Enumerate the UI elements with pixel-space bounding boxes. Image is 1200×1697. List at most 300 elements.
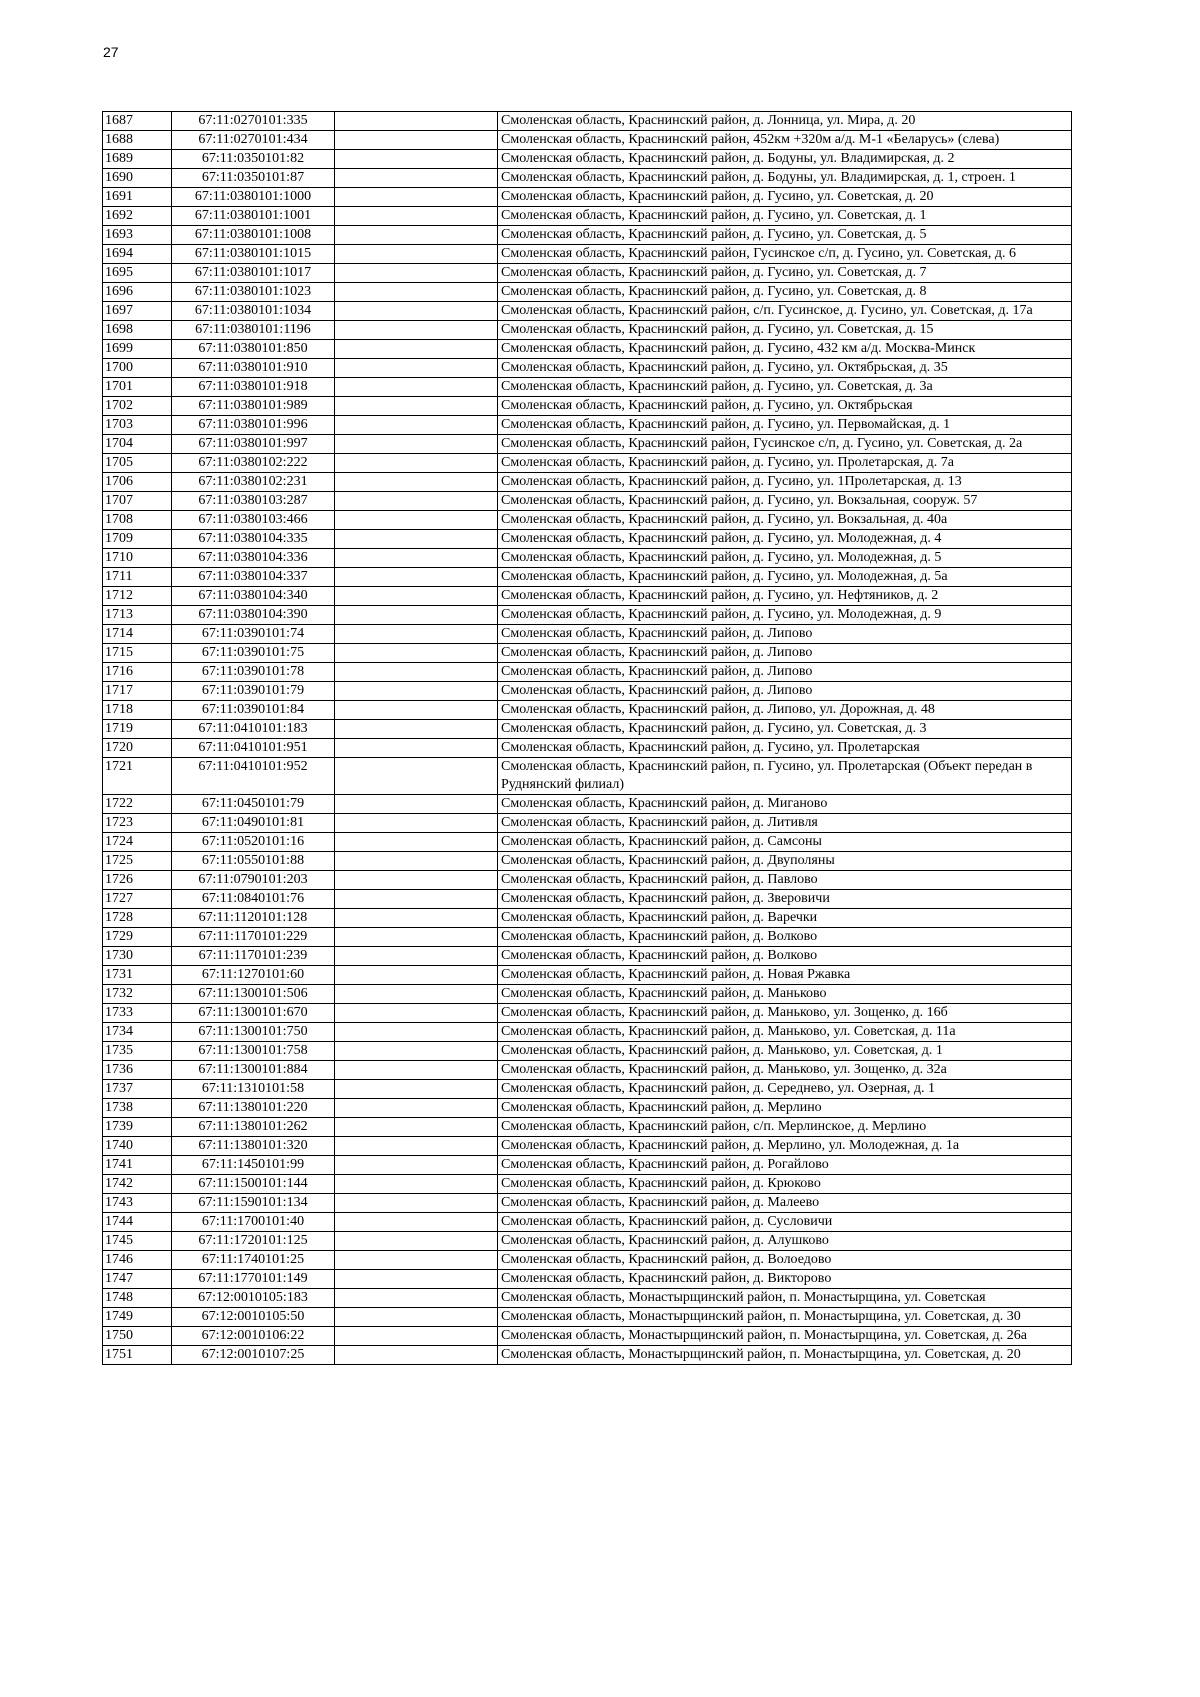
table-row <box>103 947 1072 966</box>
empty-cell <box>335 739 498 758</box>
empty-cell <box>335 1232 498 1251</box>
empty-cell <box>335 1289 498 1308</box>
row-number: 1692 <box>103 207 172 226</box>
cadastral-number: 67:12:0010105:183 <box>172 1289 335 1308</box>
address: Смоленская область, Краснинский район, д. Маньково, ул. Советская, д. 1 <box>498 1042 1072 1061</box>
table-row <box>103 606 1072 625</box>
address: Смоленская область, Краснинский район, п. Гусино, ул. Пролетарская (Объект передан в Руднянский филиал) <box>498 758 1072 795</box>
cadastral-number: 67:11:0390101:74 <box>172 625 335 644</box>
row-number: 1727 <box>103 890 172 909</box>
row-number: 1740 <box>103 1137 172 1156</box>
address: Смоленская область, Краснинский район, д. Маньково, ул. Зощенко, д. 16б <box>498 1004 1072 1023</box>
empty-cell <box>335 226 498 245</box>
cadastral-number: 67:11:0380101:850 <box>172 340 335 359</box>
row-number: 1735 <box>103 1042 172 1061</box>
address: Смоленская область, Краснинский район, д. Варечки <box>498 909 1072 928</box>
address: Смоленская область, Краснинский район, д. Гусино, ул. Советская, д. 8 <box>498 283 1072 302</box>
table-row <box>103 852 1072 871</box>
table-row <box>103 1270 1072 1289</box>
row-number: 1741 <box>103 1156 172 1175</box>
address: Смоленская область, Краснинский район, д. Гусино, ул. Молодежная, д. 5 <box>498 549 1072 568</box>
table-row <box>103 169 1072 188</box>
cadastral-number: 67:11:0380104:337 <box>172 568 335 587</box>
address: Смоленская область, Краснинский район, д. Гусино, ул. Пролетарская, д. 7а <box>498 454 1072 473</box>
empty-cell <box>335 473 498 492</box>
table-row <box>103 814 1072 833</box>
cadastral-number: 67:11:0550101:88 <box>172 852 335 871</box>
table-row <box>103 264 1072 283</box>
empty-cell <box>335 169 498 188</box>
table-row <box>103 1023 1072 1042</box>
cadastral-number: 67:11:0520101:16 <box>172 833 335 852</box>
empty-cell <box>335 1270 498 1289</box>
empty-cell <box>335 549 498 568</box>
table-row <box>103 1346 1072 1365</box>
address: Смоленская область, Краснинский район, д. Малеево <box>498 1194 1072 1213</box>
address: Смоленская область, Монастырщинский район, п. Монастырщина, ул. Советская, д. 30 <box>498 1308 1072 1327</box>
empty-cell <box>335 378 498 397</box>
row-number: 1715 <box>103 644 172 663</box>
address: Смоленская область, Краснинский район, д. Самсоны <box>498 833 1072 852</box>
empty-cell <box>335 682 498 701</box>
cadastral-number: 67:11:0380104:390 <box>172 606 335 625</box>
table-row <box>103 966 1072 985</box>
property-register-table <box>102 111 1072 1365</box>
address: Смоленская область, Краснинский район, д. Гусино, ул. Советская, д. 15 <box>498 321 1072 340</box>
empty-cell <box>335 909 498 928</box>
row-number: 1750 <box>103 1327 172 1346</box>
address: Смоленская область, Краснинский район, д. Гусино, ул. 1Пролетарская, д. 13 <box>498 473 1072 492</box>
address: Смоленская область, Краснинский район, д. Липово <box>498 663 1072 682</box>
address: Смоленская область, Краснинский район, 452км +320м а/д. М-1 «Беларусь» (слева) <box>498 131 1072 150</box>
empty-cell <box>335 359 498 378</box>
cadastral-number: 67:11:0390101:75 <box>172 644 335 663</box>
empty-cell <box>335 1099 498 1118</box>
table-row <box>103 321 1072 340</box>
empty-cell <box>335 131 498 150</box>
cadastral-number: 67:11:0380104:340 <box>172 587 335 606</box>
row-number: 1689 <box>103 150 172 169</box>
address: Смоленская область, Краснинский район, д. Литивля <box>498 814 1072 833</box>
row-number: 1694 <box>103 245 172 264</box>
row-number: 1719 <box>103 720 172 739</box>
address: Смоленская область, Монастырщинский район, п. Монастырщина, ул. Советская <box>498 1289 1072 1308</box>
table-row <box>103 1213 1072 1232</box>
row-number: 1706 <box>103 473 172 492</box>
row-number: 1734 <box>103 1023 172 1042</box>
row-number: 1714 <box>103 625 172 644</box>
empty-cell <box>335 758 498 795</box>
row-number: 1702 <box>103 397 172 416</box>
address: Смоленская область, Краснинский район, д. Павлово <box>498 871 1072 890</box>
table-row <box>103 1004 1072 1023</box>
table-row <box>103 302 1072 321</box>
row-number: 1698 <box>103 321 172 340</box>
table-row <box>103 1042 1072 1061</box>
address: Смоленская область, Краснинский район, д. Рогайлово <box>498 1156 1072 1175</box>
empty-cell <box>335 606 498 625</box>
cadastral-number: 67:11:0350101:87 <box>172 169 335 188</box>
cadastral-number: 67:12:0010106:22 <box>172 1327 335 1346</box>
address: Смоленская область, Краснинский район, д. Середнево, ул. Озерная, д. 1 <box>498 1080 1072 1099</box>
address: Смоленская область, Краснинский район, д. Липово <box>498 682 1072 701</box>
table-row <box>103 644 1072 663</box>
table-row <box>103 150 1072 169</box>
row-number: 1701 <box>103 378 172 397</box>
empty-cell <box>335 833 498 852</box>
cadastral-number: 67:11:1380101:262 <box>172 1118 335 1137</box>
table-row <box>103 1251 1072 1270</box>
cadastral-number: 67:11:1270101:60 <box>172 966 335 985</box>
table-row <box>103 549 1072 568</box>
row-number: 1748 <box>103 1289 172 1308</box>
empty-cell <box>335 985 498 1004</box>
empty-cell <box>335 625 498 644</box>
cadastral-number: 67:11:0380101:1034 <box>172 302 335 321</box>
table-row <box>103 682 1072 701</box>
table-row <box>103 378 1072 397</box>
empty-cell <box>335 397 498 416</box>
empty-cell <box>335 1194 498 1213</box>
row-number: 1717 <box>103 682 172 701</box>
empty-cell <box>335 511 498 530</box>
table-row <box>103 871 1072 890</box>
address: Смоленская область, Краснинский район, д. Маньково <box>498 985 1072 1004</box>
cadastral-number: 67:11:1300101:750 <box>172 1023 335 1042</box>
address: Смоленская область, Краснинский район, д. Липово <box>498 644 1072 663</box>
empty-cell <box>335 1061 498 1080</box>
row-number: 1716 <box>103 663 172 682</box>
table-row <box>103 1118 1072 1137</box>
empty-cell <box>335 1137 498 1156</box>
table-row <box>103 245 1072 264</box>
cadastral-number: 67:11:0390101:84 <box>172 701 335 720</box>
cadastral-number: 67:11:0490101:81 <box>172 814 335 833</box>
empty-cell <box>335 321 498 340</box>
table-row <box>103 435 1072 454</box>
empty-cell <box>335 1251 498 1270</box>
empty-cell <box>335 568 498 587</box>
address: Смоленская область, Краснинский район, д. Гусино, ул. Советская, д. 7 <box>498 264 1072 283</box>
cadastral-number: 67:11:0390101:78 <box>172 663 335 682</box>
cadastral-number: 67:11:1300101:506 <box>172 985 335 1004</box>
cadastral-number: 67:11:0450101:79 <box>172 795 335 814</box>
address: Смоленская область, Краснинский район, д. Зверовичи <box>498 890 1072 909</box>
cadastral-number: 67:11:0380101:997 <box>172 435 335 454</box>
table-row <box>103 416 1072 435</box>
table-row <box>103 568 1072 587</box>
table-row <box>103 587 1072 606</box>
table-row <box>103 1232 1072 1251</box>
empty-cell <box>335 264 498 283</box>
cadastral-number: 67:11:0380101:1001 <box>172 207 335 226</box>
address: Смоленская область, Краснинский район, Гусинское с/п, д. Гусино, ул. Советская, д. 2а <box>498 435 1072 454</box>
cadastral-number: 67:11:1300101:758 <box>172 1042 335 1061</box>
address: Смоленская область, Краснинский район, д. Крюково <box>498 1175 1072 1194</box>
empty-cell <box>335 207 498 226</box>
table-row <box>103 625 1072 644</box>
empty-cell <box>335 644 498 663</box>
row-number: 1731 <box>103 966 172 985</box>
empty-cell <box>335 340 498 359</box>
cadastral-number: 67:11:1770101:149 <box>172 1270 335 1289</box>
empty-cell <box>335 1042 498 1061</box>
empty-cell <box>335 302 498 321</box>
cadastral-number: 67:11:1500101:144 <box>172 1175 335 1194</box>
address: Смоленская область, Краснинский район, д. Лонница, ул. Мира, д. 20 <box>498 112 1072 131</box>
row-number: 1747 <box>103 1270 172 1289</box>
row-number: 1749 <box>103 1308 172 1327</box>
cadastral-number: 67:11:0390101:79 <box>172 682 335 701</box>
address: Смоленская область, Монастырщинский район, п. Монастырщина, ул. Советская, д. 20 <box>498 1346 1072 1365</box>
address: Смоленская область, Краснинский район, д. Гусино, ул. Молодежная, д. 9 <box>498 606 1072 625</box>
address: Смоленская область, Краснинский район, д. Сусловичи <box>498 1213 1072 1232</box>
address: Смоленская область, Краснинский район, с/п. Мерлинское, д. Мерлино <box>498 1118 1072 1137</box>
cadastral-number: 67:11:0380103:287 <box>172 492 335 511</box>
row-number: 1711 <box>103 568 172 587</box>
row-number: 1729 <box>103 928 172 947</box>
table-row <box>103 795 1072 814</box>
row-number: 1718 <box>103 701 172 720</box>
cadastral-number: 67:11:0380101:1000 <box>172 188 335 207</box>
address: Смоленская область, Краснинский район, д. Миганово <box>498 795 1072 814</box>
cadastral-number: 67:11:0380103:466 <box>172 511 335 530</box>
cadastral-number: 67:11:1120101:128 <box>172 909 335 928</box>
table-row <box>103 530 1072 549</box>
empty-cell <box>335 1213 498 1232</box>
address: Смоленская область, Краснинский район, д. Гусино, ул. Пролетарская <box>498 739 1072 758</box>
address: Смоленская область, Краснинский район, д. Липово, ул. Дорожная, д. 48 <box>498 701 1072 720</box>
row-number: 1725 <box>103 852 172 871</box>
row-number: 1713 <box>103 606 172 625</box>
empty-cell <box>335 1175 498 1194</box>
row-number: 1707 <box>103 492 172 511</box>
address: Смоленская область, Краснинский район, д. Гусино, ул. Первомайская, д. 1 <box>498 416 1072 435</box>
row-number: 1687 <box>103 112 172 131</box>
table-row <box>103 188 1072 207</box>
table-row <box>103 1061 1072 1080</box>
empty-cell <box>335 416 498 435</box>
row-number: 1708 <box>103 511 172 530</box>
address: Смоленская область, Краснинский район, Гусинское с/п, д. Гусино, ул. Советская, д. 6 <box>498 245 1072 264</box>
row-number: 1690 <box>103 169 172 188</box>
address: Смоленская область, Краснинский район, д. Мерлино, ул. Молодежная, д. 1а <box>498 1137 1072 1156</box>
address: Смоленская область, Краснинский район, д. Волоедово <box>498 1251 1072 1270</box>
cadastral-number: 67:11:1590101:134 <box>172 1194 335 1213</box>
address: Смоленская область, Монастырщинский район, п. Монастырщина, ул. Советская, д. 26а <box>498 1327 1072 1346</box>
row-number: 1730 <box>103 947 172 966</box>
empty-cell <box>335 947 498 966</box>
address: Смоленская область, Краснинский район, д. Липово <box>498 625 1072 644</box>
table-row <box>103 985 1072 1004</box>
address: Смоленская область, Краснинский район, д. Гусино, ул. Советская, д. 20 <box>498 188 1072 207</box>
table-row <box>103 701 1072 720</box>
row-number: 1704 <box>103 435 172 454</box>
address: Смоленская область, Краснинский район, д. Гусино, ул. Советская, д. 3 <box>498 720 1072 739</box>
cadastral-number: 67:11:0380101:996 <box>172 416 335 435</box>
table-row <box>103 1137 1072 1156</box>
register-body <box>103 112 1072 1365</box>
cadastral-number: 67:11:0380104:336 <box>172 549 335 568</box>
cadastral-number: 67:11:1450101:99 <box>172 1156 335 1175</box>
address: Смоленская область, Краснинский район, д. Двуполяны <box>498 852 1072 871</box>
row-number: 1733 <box>103 1004 172 1023</box>
cadastral-number: 67:11:0380102:231 <box>172 473 335 492</box>
empty-cell <box>335 663 498 682</box>
address: Смоленская область, Краснинский район, д. Гусино, 432 км а/д. Москва-Минск <box>498 340 1072 359</box>
table-row <box>103 397 1072 416</box>
cadastral-number: 67:11:1300101:884 <box>172 1061 335 1080</box>
empty-cell <box>335 814 498 833</box>
cadastral-number: 67:11:0380104:335 <box>172 530 335 549</box>
cadastral-number: 67:11:1300101:670 <box>172 1004 335 1023</box>
address: Смоленская область, Краснинский район, д. Маньково, ул. Зощенко, д. 32а <box>498 1061 1072 1080</box>
row-number: 1726 <box>103 871 172 890</box>
cadastral-number: 67:11:1740101:25 <box>172 1251 335 1270</box>
empty-cell <box>335 454 498 473</box>
row-number: 1695 <box>103 264 172 283</box>
table-row <box>103 1289 1072 1308</box>
cadastral-number: 67:11:1700101:40 <box>172 1213 335 1232</box>
table-row <box>103 226 1072 245</box>
cadastral-number: 67:11:0380101:1015 <box>172 245 335 264</box>
address: Смоленская область, Краснинский район, д. Новая Ржавка <box>498 966 1072 985</box>
table-row <box>103 1327 1072 1346</box>
empty-cell <box>335 928 498 947</box>
table-row <box>103 1099 1072 1118</box>
row-number: 1744 <box>103 1213 172 1232</box>
cadastral-number: 67:11:0380101:910 <box>172 359 335 378</box>
table-row <box>103 492 1072 511</box>
row-number: 1721 <box>103 758 172 795</box>
table-row <box>103 928 1072 947</box>
row-number: 1728 <box>103 909 172 928</box>
page-number: 27 <box>103 44 119 60</box>
cadastral-number: 67:11:1380101:320 <box>172 1137 335 1156</box>
table-row <box>103 511 1072 530</box>
cadastral-number: 67:11:0790101:203 <box>172 871 335 890</box>
row-number: 1699 <box>103 340 172 359</box>
empty-cell <box>335 435 498 454</box>
cadastral-number: 67:12:0010107:25 <box>172 1346 335 1365</box>
cadastral-number: 67:11:1310101:58 <box>172 1080 335 1099</box>
table-row <box>103 1175 1072 1194</box>
row-number: 1751 <box>103 1346 172 1365</box>
cadastral-number: 67:11:0410101:952 <box>172 758 335 795</box>
row-number: 1720 <box>103 739 172 758</box>
address: Смоленская область, Краснинский район, д. Бодуны, ул. Владимирская, д. 2 <box>498 150 1072 169</box>
cadastral-number: 67:11:0380101:1196 <box>172 321 335 340</box>
row-number: 1743 <box>103 1194 172 1213</box>
address: Смоленская область, Краснинский район, д. Бодуны, ул. Владимирская, д. 1, строен. 1 <box>498 169 1072 188</box>
cadastral-number: 67:11:0410101:183 <box>172 720 335 739</box>
address: Смоленская область, Краснинский район, д. Гусино, ул. Октябрьская, д. 35 <box>498 359 1072 378</box>
row-number: 1709 <box>103 530 172 549</box>
address: Смоленская область, Краснинский район, д. Маньково, ул. Советская, д. 11а <box>498 1023 1072 1042</box>
empty-cell <box>335 1156 498 1175</box>
address: Смоленская область, Краснинский район, д. Гусино, ул. Молодежная, д. 4 <box>498 530 1072 549</box>
address: Смоленская область, Краснинский район, д. Гусино, ул. Советская, д. 5 <box>498 226 1072 245</box>
row-number: 1732 <box>103 985 172 1004</box>
address: Смоленская область, Краснинский район, д. Гусино, ул. Вокзальная, д. 40а <box>498 511 1072 530</box>
row-number: 1693 <box>103 226 172 245</box>
row-number: 1742 <box>103 1175 172 1194</box>
row-number: 1700 <box>103 359 172 378</box>
cadastral-number: 67:11:0380102:222 <box>172 454 335 473</box>
table-row <box>103 720 1072 739</box>
row-number: 1737 <box>103 1080 172 1099</box>
cadastral-number: 67:12:0010105:50 <box>172 1308 335 1327</box>
row-number: 1724 <box>103 833 172 852</box>
address: Смоленская область, Краснинский район, д. Гусино, ул. Советская, д. 1 <box>498 207 1072 226</box>
table-row <box>103 112 1072 131</box>
row-number: 1723 <box>103 814 172 833</box>
row-number: 1736 <box>103 1061 172 1080</box>
table-row <box>103 909 1072 928</box>
table-row <box>103 207 1072 226</box>
address: Смоленская область, Краснинский район, д. Гусино, ул. Молодежная, д. 5а <box>498 568 1072 587</box>
address: Смоленская область, Краснинский район, д. Викторово <box>498 1270 1072 1289</box>
table-row <box>103 1080 1072 1099</box>
empty-cell <box>335 1004 498 1023</box>
address: Смоленская область, Краснинский район, д. Гусино, ул. Октябрьская <box>498 397 1072 416</box>
cadastral-number: 67:11:0840101:76 <box>172 890 335 909</box>
empty-cell <box>335 112 498 131</box>
empty-cell <box>335 1346 498 1365</box>
table-row <box>103 473 1072 492</box>
row-number: 1697 <box>103 302 172 321</box>
row-number: 1712 <box>103 587 172 606</box>
empty-cell <box>335 1327 498 1346</box>
empty-cell <box>335 701 498 720</box>
cadastral-number: 67:11:0350101:82 <box>172 150 335 169</box>
row-number: 1688 <box>103 131 172 150</box>
empty-cell <box>335 188 498 207</box>
row-number: 1745 <box>103 1232 172 1251</box>
table-row <box>103 1156 1072 1175</box>
empty-cell <box>335 852 498 871</box>
table-row <box>103 1308 1072 1327</box>
address: Смоленская область, Краснинский район, д. Гусино, ул. Вокзальная, сооруж. 57 <box>498 492 1072 511</box>
row-number: 1691 <box>103 188 172 207</box>
empty-cell <box>335 795 498 814</box>
cadastral-number: 67:11:0410101:951 <box>172 739 335 758</box>
address: Смоленская область, Краснинский район, д. Гусино, ул. Советская, д. 3а <box>498 378 1072 397</box>
row-number: 1705 <box>103 454 172 473</box>
table-row <box>103 131 1072 150</box>
cadastral-number: 67:11:1720101:125 <box>172 1232 335 1251</box>
address: Смоленская область, Краснинский район, д. Мерлино <box>498 1099 1072 1118</box>
empty-cell <box>335 530 498 549</box>
empty-cell <box>335 1023 498 1042</box>
table-row <box>103 1194 1072 1213</box>
address: Смоленская область, Краснинский район, с/п. Гусинское, д. Гусино, ул. Советская, д. 17а <box>498 302 1072 321</box>
cadastral-number: 67:11:0380101:1023 <box>172 283 335 302</box>
table-row <box>103 758 1072 795</box>
empty-cell <box>335 587 498 606</box>
row-number: 1696 <box>103 283 172 302</box>
cadastral-number: 67:11:1170101:229 <box>172 928 335 947</box>
row-number: 1746 <box>103 1251 172 1270</box>
empty-cell <box>335 1118 498 1137</box>
table-row <box>103 283 1072 302</box>
row-number: 1703 <box>103 416 172 435</box>
cadastral-number: 67:11:1170101:239 <box>172 947 335 966</box>
empty-cell <box>335 283 498 302</box>
row-number: 1739 <box>103 1118 172 1137</box>
empty-cell <box>335 245 498 264</box>
empty-cell <box>335 890 498 909</box>
